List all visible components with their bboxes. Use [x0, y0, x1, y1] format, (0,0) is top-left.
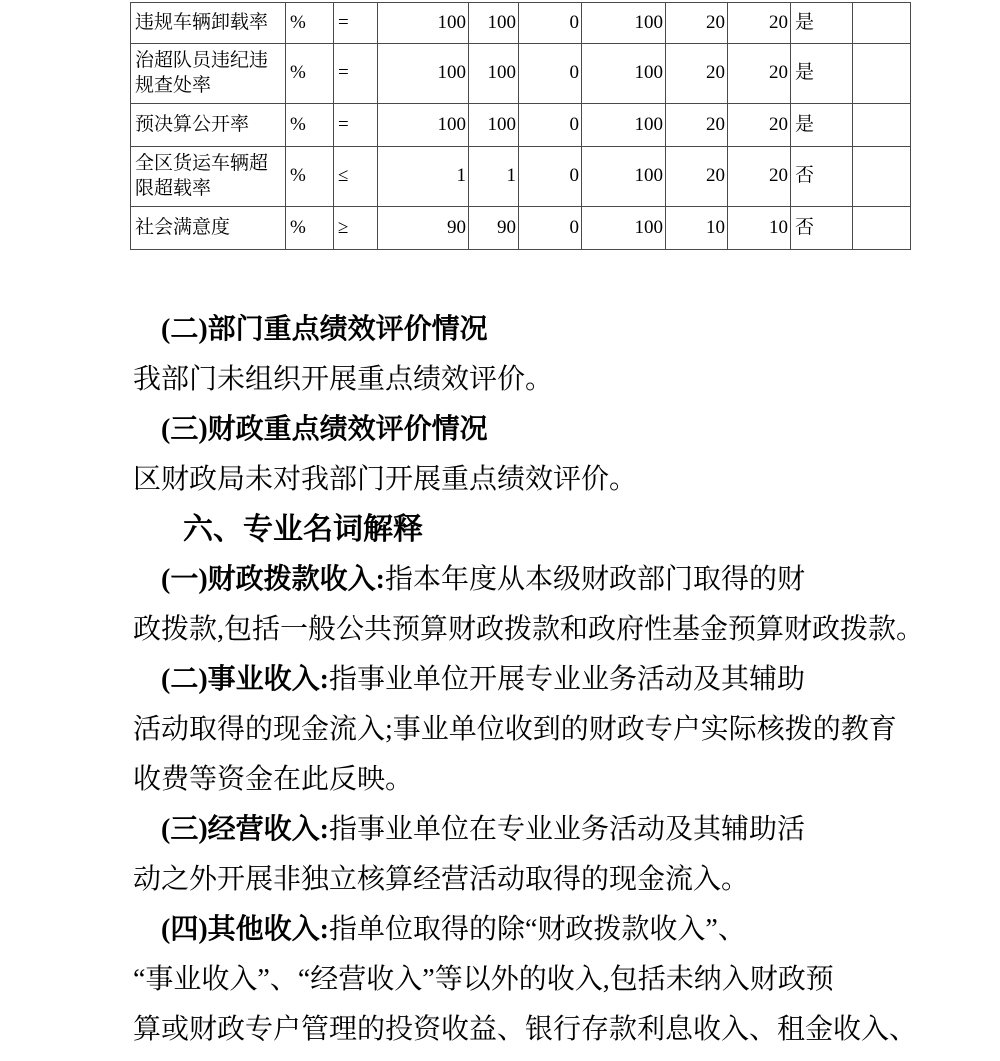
note-cell	[853, 3, 911, 44]
line-text: 指事业单位开展专业业务活动及其辅助	[328, 664, 805, 695]
body-line	[133, 605, 923, 655]
note-cell	[853, 147, 911, 207]
unit-cell: %	[286, 147, 334, 207]
weight-cell: 20	[666, 44, 728, 104]
section-heading	[133, 305, 923, 355]
operator-cell: ≥	[334, 207, 378, 250]
score-cell: 20	[728, 3, 791, 44]
actual-value-cell: 90	[469, 207, 519, 250]
indicator-name-cell: 全区货运车辆超限超载率	[131, 147, 286, 207]
full-score-cell: 100	[582, 3, 666, 44]
body-line	[133, 955, 923, 1005]
heading-text: 六、专业名词解释	[183, 513, 423, 546]
full-score-cell: 100	[582, 104, 666, 147]
body-line	[133, 905, 923, 955]
operator-cell: =	[334, 3, 378, 44]
line-text: 区财政局未对我部门开展重点绩效评价。	[133, 464, 638, 495]
weight-cell: 20	[666, 3, 728, 44]
score-cell: 20	[728, 104, 791, 147]
full-score-cell: 100	[582, 44, 666, 104]
body-line	[133, 705, 923, 755]
body-line	[133, 855, 923, 905]
target-value-cell: 100	[378, 104, 469, 147]
note-cell	[853, 104, 911, 147]
section-heading	[133, 405, 923, 455]
term-label: (三)经营收入:	[161, 814, 329, 845]
note-cell	[853, 207, 911, 250]
indicator-table	[130, 2, 911, 250]
table-row	[131, 207, 911, 250]
weight-cell: 20	[666, 104, 728, 147]
line-text: “事业收入”、“经营收入”等以外的收入,包括未纳入财政预	[133, 964, 834, 995]
body-line	[133, 1005, 923, 1055]
body-line	[133, 555, 923, 605]
achieved-cell: 是	[791, 3, 853, 44]
note-cell	[853, 44, 911, 104]
line-text: 活动取得的现金流入;事业单位收到的财政专户实际核拨的教育	[133, 714, 897, 745]
heading-text: (二)部门重点绩效评价情况	[161, 314, 488, 345]
table-row	[131, 104, 911, 147]
term-label: (一)财政拨款收入:	[161, 564, 385, 595]
actual-value-cell: 100	[469, 44, 519, 104]
achieved-cell: 否	[791, 207, 853, 250]
target-value-cell: 1	[378, 147, 469, 207]
actual-value-cell: 100	[469, 104, 519, 147]
table-row	[131, 44, 911, 104]
indicator-name-cell: 预决算公开率	[131, 104, 286, 147]
deviation-cell: 0	[519, 104, 582, 147]
term-label: (四)其他收入:	[161, 914, 329, 945]
heading-text: (三)财政重点绩效评价情况	[161, 414, 488, 445]
operator-cell: =	[334, 44, 378, 104]
target-value-cell: 100	[378, 44, 469, 104]
deviation-cell: 0	[519, 147, 582, 207]
actual-value-cell: 100	[469, 3, 519, 44]
line-text: 算或财政专户管理的投资收益、银行存款利息收入、租金收入、	[133, 1014, 918, 1045]
line-text: 收费等资金在此反映。	[133, 764, 414, 795]
full-score-cell: 100	[582, 147, 666, 207]
unit-cell: %	[286, 44, 334, 104]
full-score-cell: 100	[582, 207, 666, 250]
score-cell: 10	[728, 207, 791, 250]
body-line	[133, 355, 923, 405]
indicator-name-cell: 违规车辆卸载率	[131, 3, 286, 44]
achieved-cell: 是	[791, 104, 853, 147]
body-line	[133, 655, 923, 705]
unit-cell: %	[286, 3, 334, 44]
deviation-cell: 0	[519, 44, 582, 104]
target-value-cell: 90	[378, 207, 469, 250]
line-text: 政拨款,包括一般公共预算财政拨款和政府性基金预算财政拨款。	[133, 614, 925, 645]
weight-cell: 10	[666, 207, 728, 250]
body-line	[133, 755, 923, 805]
line-text: 我部门未组织开展重点绩效评价。	[133, 364, 554, 395]
operator-cell: =	[334, 104, 378, 147]
indicator-name-cell: 社会满意度	[131, 207, 286, 250]
body-line	[133, 805, 923, 855]
actual-value-cell: 1	[469, 147, 519, 207]
score-cell: 20	[728, 147, 791, 207]
table-row	[131, 147, 911, 207]
term-label: (二)事业收入:	[161, 664, 329, 695]
unit-cell: %	[286, 207, 334, 250]
indicator-name-cell: 治超队员违纪违规查处率	[131, 44, 286, 104]
body-text	[133, 305, 923, 1055]
chapter-heading	[133, 505, 923, 555]
score-cell: 20	[728, 44, 791, 104]
operator-cell: ≤	[334, 147, 378, 207]
body-line	[133, 455, 923, 505]
deviation-cell: 0	[519, 3, 582, 44]
target-value-cell: 100	[378, 3, 469, 44]
table-row	[131, 3, 911, 44]
unit-cell: %	[286, 104, 334, 147]
line-text: 动之外开展非独立核算经营活动取得的现金流入。	[133, 864, 750, 895]
weight-cell: 20	[666, 147, 728, 207]
line-text: 指单位取得的除“财政拨款收入”、	[328, 914, 746, 945]
achieved-cell: 否	[791, 147, 853, 207]
deviation-cell: 0	[519, 207, 582, 250]
line-text: 指本年度从本级财政部门取得的财	[384, 564, 805, 595]
achieved-cell: 是	[791, 44, 853, 104]
line-text: 指事业单位在专业业务活动及其辅助活	[328, 814, 805, 845]
